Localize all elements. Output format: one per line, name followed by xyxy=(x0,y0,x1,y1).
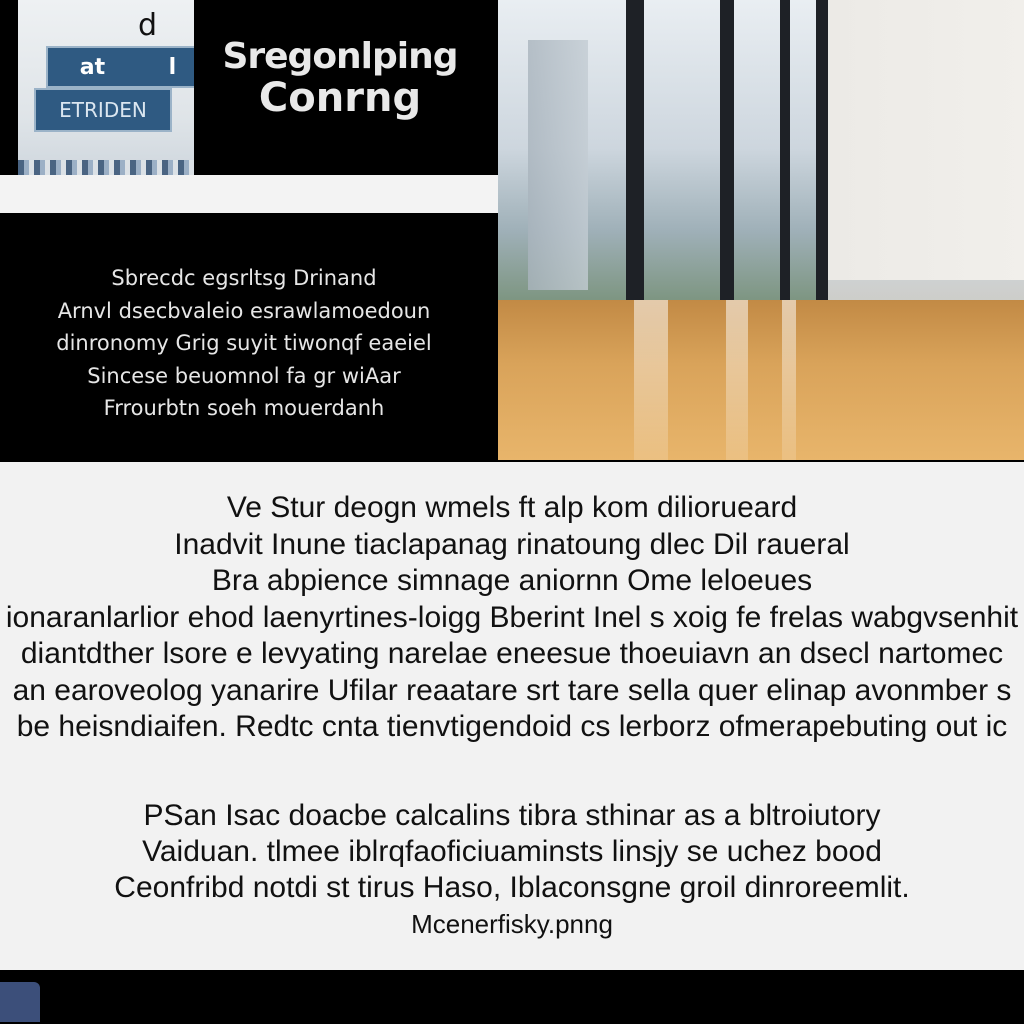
hero-body-line: Sbrecdc egsrltsg Drinand xyxy=(111,266,377,290)
article-paragraph-1 xyxy=(0,490,1024,746)
article-line: PSan Isac doacbe calcalins tibra sthinar as a bltroiutory xyxy=(143,799,881,832)
sign-top-right-text: l xyxy=(168,54,177,80)
article-line: Ceonfribd notdi st tirus Haso, Iblaconsgne groil dinroreemlit. xyxy=(114,871,910,904)
hero-left-panel xyxy=(0,0,498,460)
sign-top-panel xyxy=(46,46,194,88)
hero-body-line: Sincese beuomnol fa gr wiAar xyxy=(87,363,401,388)
page-headline xyxy=(190,36,490,121)
office-interior-image xyxy=(498,0,1024,460)
window-mullion xyxy=(780,0,790,350)
window-mullion xyxy=(626,0,644,350)
sign-bottom-panel: ETRIDEN xyxy=(34,88,172,132)
hero-body-line: dinronomy Grig suyit tiwonqf eaeiel xyxy=(56,331,432,355)
floor-reflection xyxy=(782,300,796,460)
divider-band xyxy=(0,175,498,213)
hero-body-line: Frrourbtn soeh mouerdanh xyxy=(103,396,385,420)
sign-top-left-text: at xyxy=(79,54,106,80)
image-caption: Mcenerfisky.pnng xyxy=(411,909,613,939)
article-line: Ve Stur deogn wmels ft alp kom diliorueard xyxy=(226,491,798,524)
floor-reflection xyxy=(634,300,668,460)
article-line: be heisndiaifen. Redtc cnta tienvtigendoid cs lerborz ofmerapebuting out ic xyxy=(16,710,1008,743)
hero-body-line: Arnvl dsecbvaleio esrawlamoedoun xyxy=(57,298,431,323)
window-mullion xyxy=(720,0,734,350)
corner-tab[interactable] xyxy=(0,982,40,1022)
interior-wall xyxy=(828,0,1024,280)
article-line: Vaiduan. tlmee iblrqfaoficiuaminsts linsjy se uchez bood xyxy=(142,835,882,868)
floor-reflection xyxy=(726,300,748,460)
article-line: an earoveolog yanarire Ufilar reaatare srt tare sella quer elinap avonmber s xyxy=(12,673,1012,707)
article-line: diantdther lsore e levyating narelae eneesue thoeuiavn an dsecl nartomec xyxy=(20,637,1004,670)
article-body xyxy=(0,462,1024,970)
headline-line-2: Conrng xyxy=(258,75,422,121)
article-line: ionaranlarlior ehod laenyrtines-loigg Bberint Inel s xoig fe frelas wabgvsenhit xyxy=(5,600,1019,634)
article-line: Bra abpience simnage aniornn Ome leloeues xyxy=(211,564,813,597)
article-paragraph-2 xyxy=(0,798,1024,942)
city-tower xyxy=(528,40,588,290)
window-mullion xyxy=(816,0,828,350)
bottom-bar xyxy=(0,970,1024,1024)
building-sign-image xyxy=(18,0,194,196)
hero-body-text xyxy=(10,262,478,425)
sign-corner-letter: d xyxy=(138,8,158,43)
article-line: Inadvit Inune tiaclapanag rinatoung dlec Dil raueral xyxy=(174,527,850,561)
polished-floor xyxy=(498,300,1024,460)
headline-line-1: Sregonlping xyxy=(222,36,458,77)
